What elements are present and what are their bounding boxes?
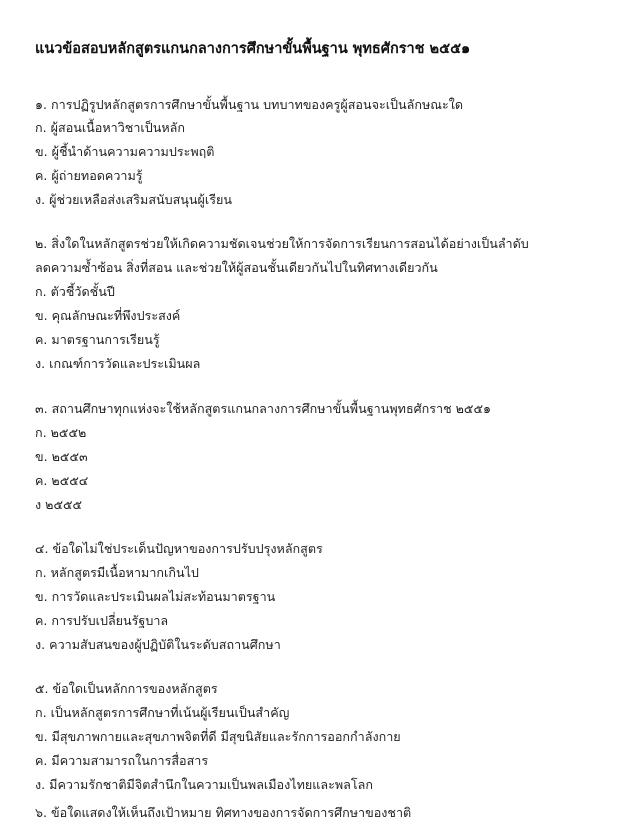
question-2-option-b: ข. คุณลักษณะที่พึงประสงค์ xyxy=(35,308,181,323)
question-2-option-a: ก. ตัวชี้วัดชั้นปี xyxy=(35,284,115,299)
question-4-option-b: ข. การวัดและประเมินผลไม่สะท้อนมาตรฐาน xyxy=(35,589,276,604)
question-3: ๓. สถานศึกษาทุกแห่งจะใช้หลักสูตรแกนกลางการศึกษาขั้นพื้นฐานพุทธศักราช ๒๕๕๑ xyxy=(35,401,491,416)
question-2-continued: ลดความซ้ำซ้อน สิ่งที่สอน และช่วยให้ผู้สอนชั้นเดียวกันไปในทิศทางเดียวกัน xyxy=(35,260,438,275)
question-5-option-a: ก. เป็นหลักสูตรการศึกษาที่เน้นผู้เรียนเป็นสำคัญ xyxy=(35,705,290,720)
question-5-option-c: ค. มีความสามารถในการสื่อสาร xyxy=(35,753,209,768)
question-5: ๕. ข้อใดเป็นหลักการของหลักสูตร xyxy=(35,681,218,696)
question-5-option-d: ง. มีความรักชาติมีจิตสำนึกในความเป็นพลเมืองไทยและพลโลก xyxy=(35,777,373,792)
question-1-option-a: ก. ผู้สอนเนื้อหาวิชาเป็นหลัก xyxy=(35,120,185,135)
question-2-option-c: ค. มาตรฐานการเรียนรู้ xyxy=(35,332,160,347)
question-3-option-a: ก. ๒๕๕๒ xyxy=(35,425,87,440)
question-4-option-a: ก. หลักสูตรมีเนื้อหามากเกินไป xyxy=(35,565,199,580)
question-3-option-c: ค. ๒๕๕๔ xyxy=(35,473,89,488)
question-1-option-c: ค. ผู้ถ่ายทอดความรู้ xyxy=(35,168,143,183)
question-3-option-b: ข. ๒๕๕๓ xyxy=(35,449,88,464)
question-1-option-d: ง. ผู้ช่วยเหลือส่งเสริมสนับสนุนผู้เรียน xyxy=(35,192,232,207)
question-1-option-b: ข. ผู้ชี้นำด้านความความประพฤติ xyxy=(35,144,215,159)
question-4-option-d: ง. ความสับสนของผู้ปฏิบัติในระดับสถานศึกษา xyxy=(35,637,281,652)
question-2-option-d: ง. เกณฑ์การวัดและประเมินผล xyxy=(35,356,201,371)
question-5-option-b: ข. มีสุขภาพกายและสุขภาพจิตที่ดี มีสุขนิสัยและรักการออกกำลังกาย xyxy=(35,729,401,744)
document-title: แนวข้อสอบหลักสูตรแกนกลางการศึกษาขั้นพื้นฐาน พุทธศักราช ๒๕๕๑ xyxy=(35,41,471,57)
question-6: ๖. ข้อใดแสดงให้เห็นถึงเป้าหมาย ทิศทางของการจัดการศึกษาของชาติ xyxy=(35,805,412,820)
question-4-option-c: ค. การปรับเปลี่ยนรัฐบาล xyxy=(35,613,169,628)
question-3-option-d: ง ๒๕๕๕ xyxy=(35,497,83,512)
question-2: ๒. สิ่งใดในหลักสูตรช่วยให้เกิดความชัดเจนช่วยให้การจัดการเรียนการสอนได้อย่างเป็นลำดับ xyxy=(35,236,529,251)
question-1: ๑. การปฏิรูปหลักสูตรการศึกษาขั้นพื้นฐาน บทบาทของครูผู้สอนจะเป็นลักษณะใด xyxy=(35,97,464,112)
question-4: ๔. ข้อใดไม่ใช่ประเด็นปัญหาของการปรับปรุงหลักสูตร xyxy=(35,541,323,556)
